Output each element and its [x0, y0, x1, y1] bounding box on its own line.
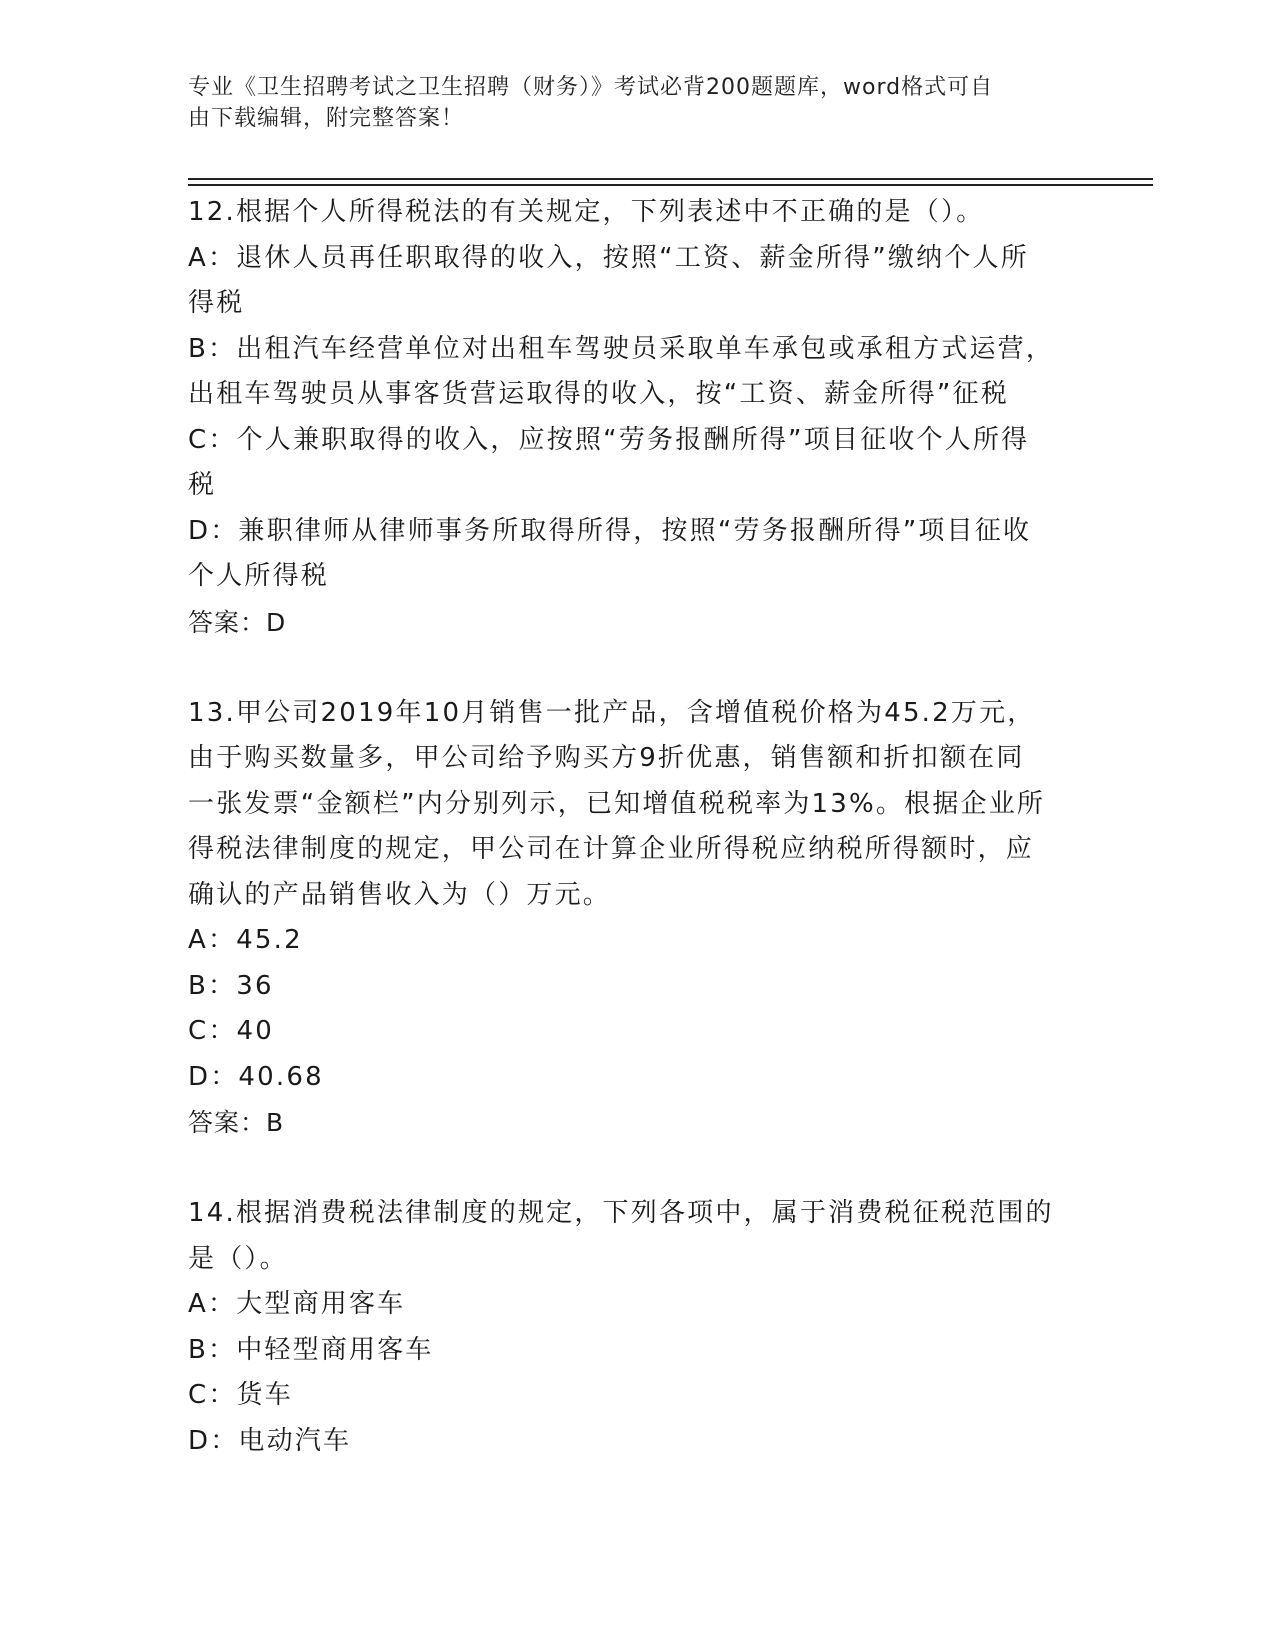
option-text: 税 — [188, 470, 217, 500]
header-divider-top — [188, 178, 1153, 180]
question-12 — [188, 190, 1088, 645]
option-text: 得税 — [188, 288, 245, 318]
option-text: B：出租汽车经营单位对出租车驾驶员采取单车承包或承租方式运营， — [188, 333, 1055, 364]
option-text: 出租车驾驶员从事客货营运取得的收入，按“工资、薪金所得”征税 — [188, 379, 1009, 409]
question-14 — [188, 1191, 1088, 1464]
header-line-2: 由下载编辑，附完整答案！ — [188, 106, 465, 131]
question-stem: 一张发票“金额栏”内分别列示，已知增值税税率为13%。根据企业所 — [188, 788, 1046, 819]
document-header — [188, 72, 1088, 134]
option-d: D：40.68 — [188, 1061, 324, 1092]
option-c — [188, 418, 1088, 509]
option-text: 个人所得税 — [188, 561, 330, 591]
option-d — [188, 509, 1088, 600]
option-text: A：退休人员再任职取得的收入，按照“工资、薪金所得”缴纳个人所 — [188, 242, 1029, 273]
question-list — [188, 190, 1088, 1464]
question-stem: 14.根据消费税法律制度的规定，下列各项中，属于消费税征税范围的 — [188, 1198, 1054, 1228]
option-b — [188, 327, 1088, 418]
question-stem: 12.根据个人所得税法的有关规定，下列表述中不正确的是（）。 — [188, 197, 985, 227]
option-c: C：40 — [188, 1016, 275, 1046]
question-stem: 由于购买数量多，甲公司给予购买方9折优惠，销售额和折扣额在同 — [188, 743, 1025, 773]
option-a — [188, 236, 1088, 327]
question-stem: 是（）。 — [188, 1243, 288, 1274]
option-d: D：电动汽车 — [188, 1425, 352, 1456]
spacer — [188, 645, 1088, 691]
option-c: C：货车 — [188, 1380, 293, 1410]
option-text: D：兼职律师从律师事务所取得所得，按照“劳务报酬所得”项目征收 — [188, 515, 1032, 546]
spacer — [188, 1146, 1088, 1192]
question-stem: 13.甲公司2019年10月销售一批产品，含增值税价格为45.2万元， — [188, 697, 1036, 728]
option-text: C：个人兼职取得的收入，应按照“劳务报酬所得”项目征收个人所得 — [188, 424, 1030, 455]
answer-label: 答案：B — [188, 1108, 285, 1137]
question-stem: 得税法律制度的规定，甲公司在计算企业所得税应纳税所得额时，应 — [188, 834, 1035, 864]
option-b: B：中轻型商用客车 — [188, 1334, 434, 1365]
option-a: A：大型商用客车 — [188, 1289, 406, 1319]
header-line-1: 专业《卫生招聘考试之卫生招聘（财务）》考试必背200题题库，word格式可自 — [188, 75, 994, 100]
header-divider-bottom — [188, 184, 1153, 186]
question-stem: 确认的产品销售收入为（）万元。 — [188, 879, 612, 910]
question-13 — [188, 691, 1088, 1146]
answer-label: 答案：D — [188, 607, 287, 637]
option-a: A：45.2 — [188, 925, 303, 955]
option-b: B：36 — [188, 970, 274, 1001]
